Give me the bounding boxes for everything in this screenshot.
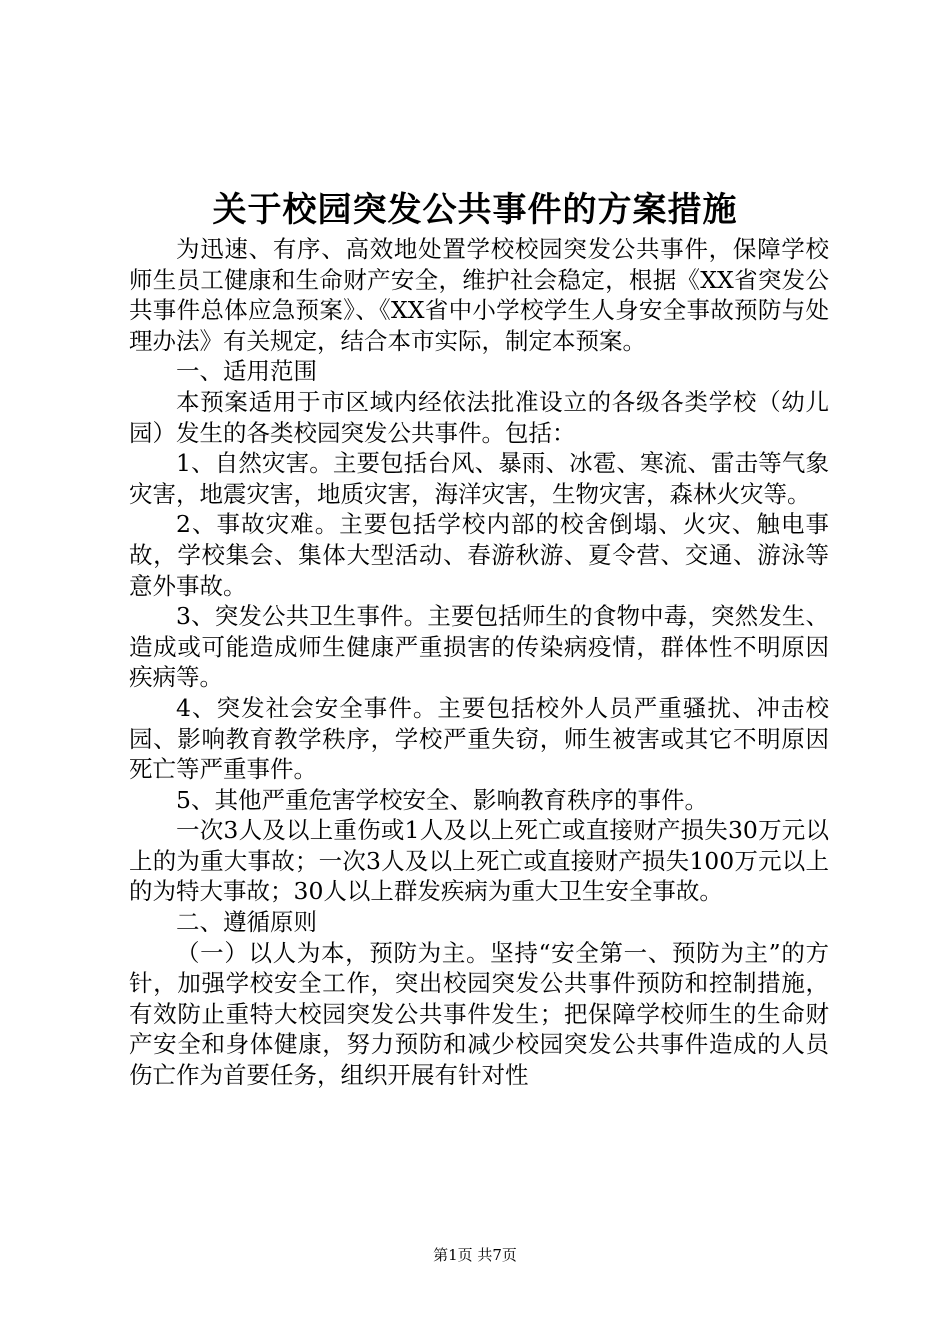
list-item-other: 5、其他严重危害学校安全、影响教育秩序的事件。 [176,785,708,814]
section-heading-scope: 一、适用范围 [176,357,317,386]
list-item-natural-disaster: 1、自然灾害。主要包括台风、暴雨、冰雹、寒流、雷击等气象灾害，地震灾害，地质灾害，海洋灾害，生物灾害，森林火灾等。 [129,449,829,508]
document-title: 关于校园突发公共事件的方案措施 [212,190,738,230]
list-item-social-safety: 4、突发社会安全事件。主要包括校外人员严重骚扰、冲击校园、影响教育教学秩序，学校严重失窃，师生被害或其它不明原因死亡等严重事件。 [129,693,829,784]
list-item-accident: 2、事故灾难。主要包括学校内部的校舍倒塌、火灾、触电事故，学校集会、集体大型活动、春游秋游、夏令营、交通、游泳等意外事故。 [129,510,829,600]
page-footer: 第1页 共7页 [433,1246,517,1264]
list-item-public-health: 3、突发公共卫生事件。主要包括师生的食物中毒，突然发生、造成或可能造成师生健康严重损害的传染病疫情，群体性不明原因疾病等。 [129,602,829,692]
section-heading-principles: 二、遵循原则 [176,908,317,937]
paragraph-severity: 一次3人及以上重伤或1人及以上死亡或直接财产损失30万元以上的为重大事故；一次3人及以上死亡或直接财产损失100万元以上的为特大事故；30人以上群发疾病为重大卫生安全事故。 [129,816,829,906]
paragraph-scope: 本预案适用于市区域内经依法批准设立的各级各类学校（幼儿园）发生的各类校园突发公共事件。包括： [129,387,829,447]
paragraph-intro: 为迅速、有序、高效地处置学校校园突发公共事件，保障学校师生员工健康和生命财产安全，维护社会稳定，根据《XX省突发公共事件总体应急预案》、《XX省中小学校学生人身安全事故预防与处理办法》有关规定，结合本市实际，制定本预案。 [129,235,829,355]
document-body [129,234,829,1091]
paragraph-principle-1: （一）以人为本，预防为主。坚持“安全第一、预防为主”的方针，加强学校安全工作，突出校园突发公共事件预防和控制措施，有效防止重特大校园突发公共事件发生；把保障学校师生的生命财产安全和身体健康，努力预防和减少校园突发公共事件造成的人员伤亡作为首要任务，组织开展有针对性 [129,938,829,1090]
